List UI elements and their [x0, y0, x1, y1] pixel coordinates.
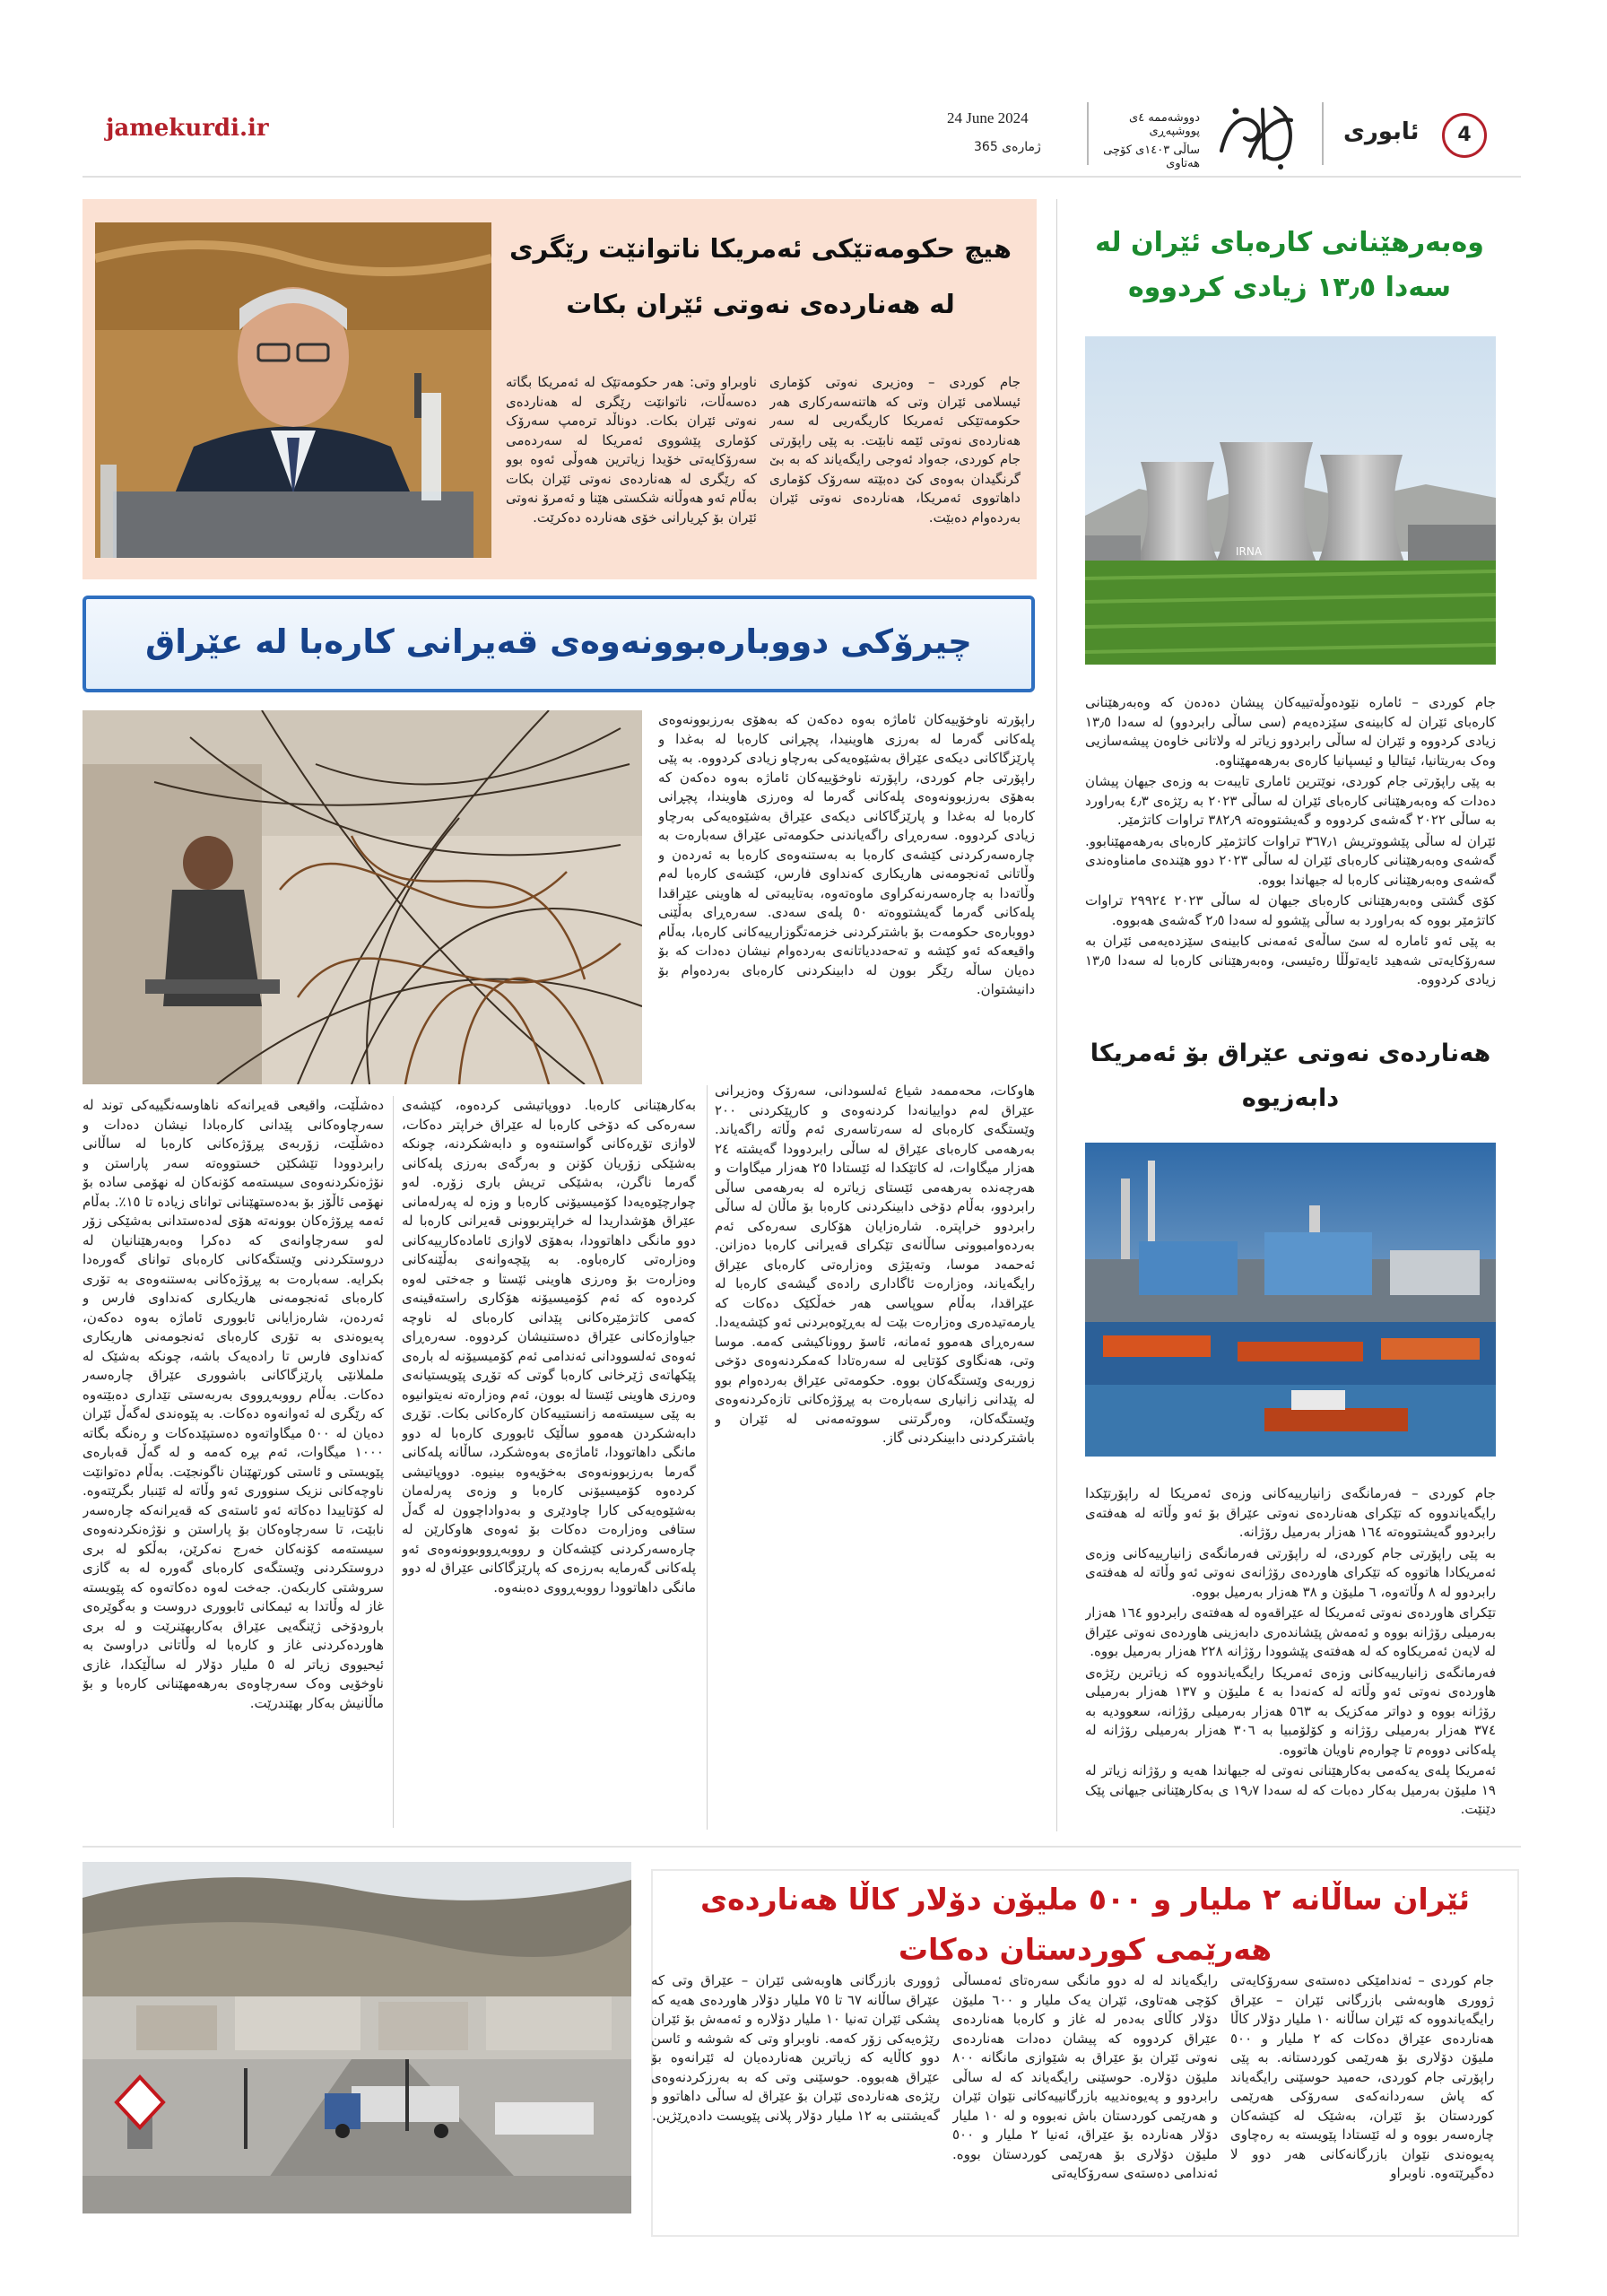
bottom-article-col-1: جام کوردی – ئەندامێکی دەستەی سەرۆکایەتی ژووری هاوبەشی بازرگانی ئێران – عێراق رایگەیاندووە کە ئێران ساڵانە ١٠ ملیار دۆلار کاڵا هەناردەی عێراق دەکات کە ٢ ملیار و ٥٠٠ ملیۆن دۆلاری بۆ هەرێمی کوردستانە. بە پێی راپۆرتی جام کوردی، حەمید حوسێنی رایگەیاند کە پاش سەردانەکەی سەرۆکی هەرێمی کوردستان بۆ ئێران، بەشێک لە کێشەکان چارەسەر بووە و لە ئێستادا پێویستە بە رەچاوی پەیوەندی نێوان بازرگانەکانی هەر دوو لا دەگیرێتەوە. ناوبراو: [1230, 1972, 1494, 2181]
column-divider: [393, 1096, 394, 1828]
issue-day: دووشەممە ٤ی پووشپەڕی: [1129, 111, 1200, 138]
masthead-divider: [1087, 102, 1089, 165]
newspaper-logo[interactable]: [1209, 93, 1306, 174]
issue-year: ساڵی ١٤٠٣ی کۆچی هەتاوی: [1103, 144, 1200, 170]
oil-export-title: هەناردەی نەوتی عێراق بۆ ئەمریکا دابەزیوە: [1090, 1039, 1491, 1112]
issue-number: ژمارەی 365: [974, 140, 1041, 154]
power-article-body: جام کوردی – ئامارە نێودەوڵەتییەکان پیشان دەدەن کە وەبەرهێنانی کارەبای ئێران لە کابینەی سێزدەیەم (سی ساڵی رابردوو) لە سەدا ١٣٫٥ زیادی کردووە و ئێران لە ساڵی رابردوو زیاتر لە ولاتانی خاوەن پیشەسازیی وەک بەریتانیا، ئیتالیا و ئیسپانیا کارەی بەرهەمهێناوە. بە پێی راپۆرتی جام کوردی، نوێترین ئاماری تایبەت بە وزەی جیهان پیشان دەدات کە وەبەرهێنانی کارەبای ئێران لە ساڵی ٢٠٢٣ بە رێژەی ٤٫٣ بەراورد بە ساڵی ٢٠٢٢ گەشەی کردووە و گەیشتووەتە ٣٨٢٫٩ تراوات کاتژمێر. ئێران لە ساڵی پێشووتریش ٣٦٧٫١ تراوات کاتژمێر کارەبای بەرهەمهێنابوو. گەشەی وەبەرهێنانی کارەبای ئێران لە ساڵی ٢٠٢٣ دوو هێندەی مامناوەندی گەشەی وەبەرهێنانی کارەبا لە جیهاندا بووە. کۆی گشتی وەبەرهێنانی کارەبای جیهان لە ساڵی ٢٠٢٣ ٢٩٩٢٤ تراوات کاتژمێر بووە کە بەراورد بە ساڵی پێشوو لە سەدا ٢٫٥ گەشەی هەبووە. بە پێی ئەو ئامارە لە سێ ساڵەی ئەمەنی کابینەی سێزدەیەمی ئێران بە سەرۆکایەتی شەهید ئایەتوڵڵا رەئیسی، وەبەرهێنانی کارەبا لە سەدا ١٣٫٥ زیادی کردووە.: [1085, 694, 1496, 987]
site-url[interactable]: jamekurdi.ir: [106, 115, 269, 142]
page-number: 4: [1442, 113, 1487, 158]
main-story-col-right: هاوکات، محەممەد شیاع ئەلسودانی، سەرۆک وەزیرانی عێراق لەم دواییانەدا کردنەوەی و کارپێکردنی ٢٠٠ وێستگەی کارەبای لە سەرتاسەری ئەم وڵاتە راگەیاند. بەرهەمی کارەبای عێراق لە ساڵی رابردوودا گەیشتە ٢٤ هەزار میگاوات، لە کاتێکدا لە ئێستادا ٢٥ هەزار میگاوات و هەرچەندە بەرهەمی ئێستای زیاترە لە بەرهەمی ساڵی رابردوو، بەڵام دۆخی دابینکردنی کارەبا بۆ ماڵان لە ساڵی رابردوو خراپتره. شارەزایان هۆکاری سەرەکی ئەم بەردەوامبوونی ساڵانەی تێکرای قەیرانی کارەبا دەزانن. ئەحمەد موسا، وتەبێژی وەزارەتی کارەبای عێراق رایگەیاند، وەزارەت ئاگاداری رادەی گیشەی کارەبا لە عێراقدا، بەڵام سوپاسی هەر خەڵکێک دەکات کە یارمەتیدەری وەزارەت بێت لە بەڕێوەبردنی ئەو کێشەیەدا. سەرەڕای هەموو ئەمانە، ئاسۆ رووناکیشی کەمە. موسا وتی، هەنگاوی کۆتایی لە سەرەتادا کەمکردنەوەی دۆخی زوربەی وێستگەکان بووە. حکومەتی عێراق بەردەوام بوو لە پێدانی زانیاری سەبارەت بە پڕۆژەکانی تازەکردنەوەی وێستگەکان، وەرگرتنی سووتەمەنی لە ئێران و باشترکردنی دابینکردنی گاز.: [715, 1083, 1035, 1446]
issue-date: 24 June 2024: [947, 109, 1029, 126]
main-story-title: چیرۆکی دووبارەبوونەوەی قەیرانی کارەبا لە عێراق: [145, 622, 972, 661]
masthead-rule: [83, 176, 1521, 178]
minister-photo: [95, 222, 491, 558]
column-divider: [707, 1085, 708, 1830]
power-article-title: وەبەرهێنانی کارەبای ئێران لە سەدا ١٣٫٥ زیادی کردووە: [1095, 227, 1484, 303]
section-rule: [83, 1846, 1521, 1848]
column-divider: [1056, 199, 1057, 1831]
electric-wires-photo: [83, 710, 642, 1084]
interview-body-right: جام کوردی – وەزیری نەوتی کۆماری ئیسلامی ئێران وتی کە هاتنەسەرکاری هەر حکومەتێکی ئەمریکا کاریگەریی لە سەر هەناردەی نەوتی ئێمە نابێت. بە پێی راپۆرتی جام کوردی، جەواد ئەوجی رایگەیاند کە بە بێ گرنگیدان بەوەی کێ دەبێتە سەرۆک کۆماری داهاتووی ئەمریکا، هەناردەی نەوتی ئێران بەردەوام دەبێت.: [769, 374, 1021, 526]
oil-port-photo: [1085, 1143, 1496, 1457]
main-story-col-left: دەشڵێت، واقیعی قەیرانەکە ناهاوسەنگییەکی توند لە سەرچاوەکانی پێدانی کارەبادا نیشان دەدات و دەشڵێت، زۆربەی پڕۆژەکانی کارەبا لە ساڵانی رابردوودا تێشکێن خستووەتە سەر پاراستن و نۆژەنکردنەوەی سیستەمە کۆنەکان لە نهۆمی سادە بۆ نهۆمی ئاڵۆز بۆ بەدەستهێنانی توانای زیادە تا ١٥٪. بەڵام ئەمە پڕۆژەکان بوونەتە هۆی لەدەستدانی بەشێکی زۆر لەو سەرچاوانەی کە دەکرا وەبەرهێنانیان لە دروستکردنی وێستگەکانی کارەبای توانای گەورەدا بکرایە. سەبارەت بە پڕۆژەکانی بەستنەوەی بە تۆری کارەبای ئەنجومەنی هاریکاری کەنداوی فارس و ئەردەن، شارەزایانی ئابووری ئاماژە بەوە دەکەن، پەیوەندی بە تۆری کارەبای ئەنجومەنی هاریکاری کەنداوی فارس تا رادەیەک باشە، چونکە بەشێک لە ململانێی پارێزگاکانی باشووری عێراق چارەسەر دەکات. بەڵام رووبەڕووی بەربەستی تێداری دەبێتەوە کە رێگری لە ئەوانەوە دەکات. بە پێوەندی لەگەڵ ئێران دەیان لە ٥٠٠ میگاواتەوە دەستپێدەکات و رەنگە بگاتە ١٠٠٠ میگاوات، ئەم بڕە کەمە و لە گەڵ قەبارەی پێویستی و ئاستی کورتهێنان ناگونجێت. بەڵام دەتوانێت ناوچەکانی نزیک سنووری ئەو وڵاتە لە ئێنبار بگرێتەوە. لە کۆتاییدا دەکاتە ئەو ئاستەی کە قەیرانەکە چارەسەر نابێت، تا سەرچاوەکان بۆ پاراستن و نۆژەنکردنەوەی سیستەمە کۆنەکان خەرج نەکرێن، بەڵکو لە بری دروستکردنی وێستگەی کارەبای گەورە لە بە گازی سروشتی کاربکەن. جەخت لەوە دەکاتەوە کە پێویستە غاز لە وڵاتدا بە ئیمکانی ئابووری دروست و بەگوێرەی بارودۆخی ژێنگەیی عێراق بەکاربهێنرێت و لە بری هاوردەکردنی غاز و کارەبا لە وڵاتانی دراوسێ بە ئیحیووی زیاتر لە ٥ ملیار دۆلار لە ساڵێکدا، غازی ناوخۆیی وەک سەرچاوەی بەرهەمهێنانی کارەبا و بۆ ماڵانیش بەکار بهێندرێت.: [83, 1097, 384, 1711]
main-story-intro: راپۆرتە ناوخۆییەکان ئاماژە بەوە دەکەن کە بەهۆی بەرزبوونەوەی پلەکانی گەرما لە بەرزی هاوینیدا، پچڕانی کارەبا لە بەغدا و پارێزگاکانی دیکەی عێراق بەشێوەیەکی بەرچاو زیادی کردووە. بە پێی راپۆرتی جام کوردی، راپۆرتە ناوخۆییەکان ئاماژە بەوە دەکەن کە بەهۆی بەرزبوونەوەی پلەکانی گەرما لە وەرزی هاویندا، پچڕانی کارەبا لە بەغدا و پارێزگاکانی دیکەی عێراق بەشێوەیەکی بەرچاو زیادی کردووە. سەرەڕای راگەیاندنی حکومەتی عێراق سەبارەت بە چارەسەرکردنی کێشەی کارەبا بە بەستنەوەی کارەبا بە ئەردەن و وڵاتانی ئەنجومەنی هاریکاری کەنداوی فارس، کێشەی کارەبا لەم وڵاتەدا بە چارەسەرنەکراوی ماوەتەوە، بەتایبەتی لە هاوینی عێراقدا پلەکانی گەرما گەیشتووەتە ٥٠ پلەی سەدی. سەرەڕای بەڵێنی دووبارەی حکومەت بۆ باشترکردنی خزمەتگوزارییەکانی کارەبا، بەڵام واقیعەکە ئەو کێشە و تەحەددیاتانەی بەردەوام نیشان دەدات کە بۆ دەیان ساڵە رێگر بوون لە دابینکردنی کارەبای بەردەوام بۆ دانیشتوان.: [658, 711, 1035, 997]
bottom-article-title: ئێران ساڵانە ٢ ملیار و ٥٠٠ ملیۆن دۆلار کاڵا هەناردەی هەرێمی کوردستان دەکات: [699, 1882, 1471, 1967]
interview-body-left: ناوبراو وتی: هەر حکومەتێک لە ئەمریکا بگاتە دەسەڵات، ناتوانێت رێگری لە هەناردەی نەوتی ئێران بکات. دوناڵد ترەمپ سەرۆک کۆماری پێشووی ئەمریکا لە سەردەمی سەرۆکایەتی خۆیدا زیاترین هەوڵی ئەوە بوو کە رێگری لە هەناردەی نەوتی ئێران بکات بەڵام ئەو هەوڵانە شکستی هێنا و ئەمرۆ نەوتی ئێران بۆ کڕیارانی خۆی هەناردە دەکرێت.: [506, 374, 757, 526]
bottom-article-col-2: رایگەیاند لە لە دوو مانگی سەرەتای ئەمساڵی کۆچی هەتاوی، ئێران یەک ملیار و ٦٠٠ ملیۆن دۆلار کاڵای بەدەر لە غاز و کارەبا هەناردەی عێراق کردووە کە پیشان دەدات هەناردەی نەوتی ئێران بۆ عێراق بە شێوازی مانگانە ٨٠٠ ملیۆن دۆلارە. حوسێنی رایگەیاند کە لە ساڵی رابردوو و پەیوەندییە بازرگانییەکانی نێوان ئێران و هەرێمی کوردستان باش نەبووە و لە ١٠ ملیار دۆلار هەناردە بۆ عێراق، ئەنیا ٢ ملیار و ٥٠٠ ملیۆن دۆلاری بۆ هەرێمی کوردستان بووە. ئەندامی دەستەی سەرۆکایەتی: [952, 1972, 1218, 2181]
oil-export-body: جام کوردی – فەرمانگەی زانیارییەکانی وزەی ئەمریکا لە راپۆرتێکدا رایگەیاندووە کە تێکرای هەناردەی نەوتی عێراق بۆ ئەو وڵاتە لە هەفتەی رابردوو گەیشتووەتە ١٦٤ هەزار بەرمیل رۆژانە. بە پێی راپۆرتی جام کوردی، لە راپۆرتی فەرمانگەی زانیارییەکانی وزەی ئەمریکادا هاتووە کە تێکرای هاوردەی رۆژانەی نەوتی ئەو وڵاتە لە هەفتەی رابردوو لە ٨ وڵاتەوە، ٦ ملیۆن و ٣٨ هەزار بەرمیل بووە. تێکرای هاوردەی نەوتی ئەمریکا لە عێراقەوە لە هەفتەی رابردوو ١٦٤ هەزار بەرمیلی رۆژانە بووە و ئەمەش پێشاندەری دابەزینی هاوردەی نەوتی عێراق لە لایەن ئەمریکاوە کە لە هەفتەی پێشوودا رۆژانە ٢٢٨ هەزار بەرمیل بووە. فەرمانگەی زانیارییەکانی وزەی ئەمریکا رایگەیاندووە کە زیاترین رێژەی هاوردەی نەوتی ئەو وڵاتە لە کەنەدا بە ٤ ملیۆن و ١٣٧ هەزار بەرمیلی رۆژانە بووە و دواتر مەکزیک بە ٥٦٣ هەزار بەرمیلی رۆژانە، سعوودیە بە ٣٧٤ هەزار بەرمیلی رۆژانە و کۆلۆمبیا بە ٣٠٦ هەزار بەرمیلی رۆژانە لە پلەکانی دووەم تا چوارەم ناویان هاتووە. ئەمریکا پلەی یەکەمی بەکارهێنانی نەوتی لە جیهاندا هەیە و رۆژانە زیاتر لە ١٩ ملیۆن بەرمیل بەکار دەبات کە لە سەدا ١٩٫٧ ی بەکارهێنانی جیهانی پێک دێنێت.: [1085, 1485, 1496, 1817]
interview-title: هیچ حکومەتێکی ئەمریکا ناتوانێت رێگری لە هەناردەی نەوتی ئێران بکات: [508, 233, 1012, 319]
main-story-col-middle: بەکارهێنانی کارەبا. دووپاتیشی کردەوە، کێشەی سەرەکی کە دۆخی کارەبا لە عێراق خراپتر دەکات، لاوازی تۆڕەکانی گواستنەوە و دابەشکردنە، چونکە بەشێکی زۆریان کۆنن و بەرگەی بەرزی پلەکانی گەرما ناگرن، بەشێکی تریش باری زۆره. لەو چوارچێوەیەدا کۆمیسیۆنی کارەبا و وزە لە پەرلەمانی عێراق هۆشداریدا لە خراپتربوونی قەیرانی کارەبا لە دوو مانگی داهاتوودا، بەهۆی لاوازی ئامادەکارییەکانی وەزارەتی کارەباوە. بە پێچەوانەی بەڵێنەکانی وەزارەت بۆ وەرزی هاوینی ئێستا و جەختی لەوە کردەوە کە ئەم کۆمیسیۆنە هۆکاری راستەقینەی کەمی کاتژمێرەکانی پێدانی کارەبای لە ناوچە جیاوازەکانی عێراق دەستنیشان کردووە. سەرەڕای ئەوەی ئەلسوودانی ئەندامی ئەم کۆمیسیۆنە لە بارەی پێکهاتەی ژێرخانی کارەبا گوتی کە تۆڕی پێویستیانەی وەرزی هاوینی ئێستا لە بوون، ئەم وەزارەتە نەیتوانیوە بە پێی سیستەمە زانستییەکان کارەکانی بکات. تۆڕی دابەشکردن هەموو ساڵێک ئابووری کارەبا لە دوو مانگی داهاتوودا، ئاماژەی بەوەشکرد، ساڵانە پلەکانی گەرما بەرزبوونەوەی بەخۆیەوە بینیوە. دووپاتیشی کردەوە کۆمیسیۆنی کارەبا و وزەی پەرلەمان بەشێوەیەکی کارا چاودێری و بەدواداچوون لە گەڵ ستافی وەزارەت دەکات بۆ ئەوەی هاوکارێن لە چارەسەرکردنی کێشەکان و رووبەڕووبوونەوەی ئەو پلەکانی گەرمایە بەرزەی کە پارێزگاکانی عێراق لە دوو مانگی داهاتوودا رووبەڕووی دەبنەوە.: [402, 1097, 696, 1596]
bottom-article-col-3: ژووری بازرگانی هاوبەشی ئێران – عێراق وتی کە عێراق ساڵانە ٦٧ تا ٧٥ ملیار دۆلار هاوردەی هەیە کە پشکی ئێران تەنیا ١٠ ملیار دۆلارە و ئەمەش بۆ ئێران رێژەیەکی زۆر کەمە. ناوبراو وتی کە شوشە و ئاسن دوو کاڵایە کە زیاترین هەناردەیان لە ئێرانەوە بۆ عێراق هەبووە. حوسێنی وتی کە بە بەرزکردنەوەی رێژەی هەناردەی ئێران بۆ عێراق لە ساڵی داهاتوو و گەیشتنی بە ١٢ ملیار دۆلار پلانی پێویست دادەڕێژین.: [651, 1972, 940, 2124]
masthead-divider: [1322, 102, 1324, 165]
photo-credit: IRNA: [1236, 545, 1263, 558]
section-name: ئابوری: [1343, 118, 1420, 145]
power-plant-photo: [1085, 336, 1496, 665]
border-crossing-photo: [83, 1862, 631, 2213]
